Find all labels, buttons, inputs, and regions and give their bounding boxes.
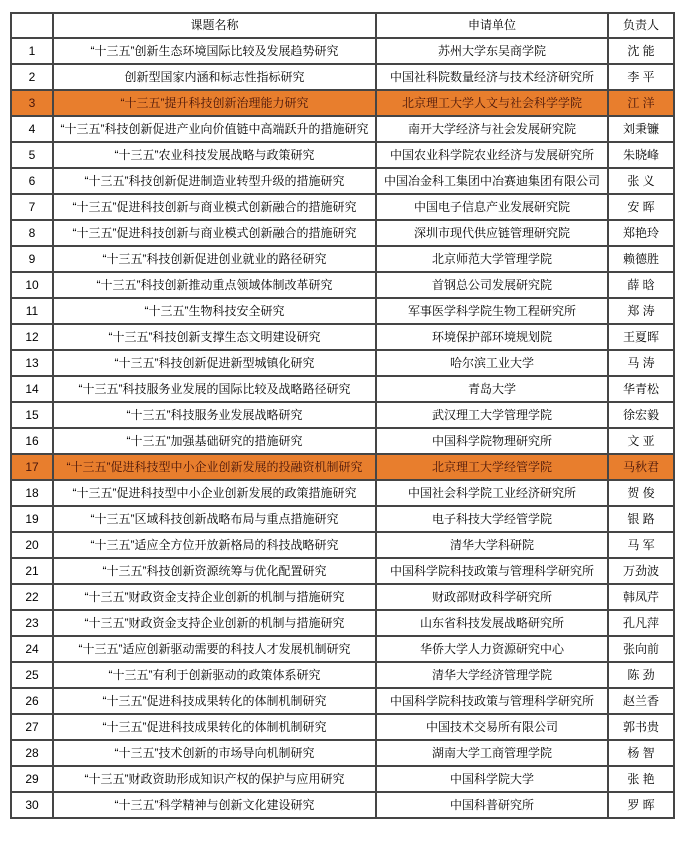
row-topic: “十三五”科技创新资源统筹与优化配置研究 [53,558,376,584]
row-topic: “十三五”加强基础研究的措施研究 [53,428,376,454]
row-topic: “十三五”科技服务业发展的国际比较及战略路径研究 [53,376,376,402]
row-unit: 中国社会科学院工业经济研究所 [376,480,608,506]
row-unit: 清华大学科研院 [376,532,608,558]
row-topic: “十三五”科技创新促进创业就业的路径研究 [53,246,376,272]
row-topic: “十三五”有利于创新驱动的政策体系研究 [53,662,376,688]
row-index: 12 [11,324,53,350]
row-person: 杨 智 [608,740,674,766]
table-row [11,428,674,454]
row-index: 29 [11,766,53,792]
row-unit: 中国科学院科技政策与管理科学研究所 [376,688,608,714]
row-index: 14 [11,376,53,402]
table-row [11,688,674,714]
row-person: 华青松 [608,376,674,402]
col-header-topic: 课题名称 [53,13,376,38]
row-index: 26 [11,688,53,714]
table-row [11,116,674,142]
table-body [11,38,674,818]
row-unit: 中国科学院大学 [376,766,608,792]
table-row [11,740,674,766]
row-topic: “十三五”适应全方位开放新格局的科技战略研究 [53,532,376,558]
row-topic: “十三五”促进科技成果转化的体制机制研究 [53,688,376,714]
row-unit: 山东省科技发展战略研究所 [376,610,608,636]
row-unit: 苏州大学东吴商学院 [376,38,608,64]
col-header-index [11,13,53,38]
table-row [11,662,674,688]
table-row [11,480,674,506]
row-index: 24 [11,636,53,662]
row-unit: 财政部财政科学研究所 [376,584,608,610]
row-index: 13 [11,350,53,376]
table-row [11,610,674,636]
row-index: 3 [11,90,53,116]
row-person: 马 军 [608,532,674,558]
row-index: 1 [11,38,53,64]
table-row [11,246,674,272]
row-person: 王夏晖 [608,324,674,350]
row-index: 22 [11,584,53,610]
row-person: 徐宏毅 [608,402,674,428]
row-unit: 首钢总公司发展研究院 [376,272,608,298]
table-row [11,532,674,558]
row-index: 16 [11,428,53,454]
row-topic: “十三五”适应创新驱动需要的科技人才发展机制研究 [53,636,376,662]
row-unit: 华侨大学人力资源研究中心 [376,636,608,662]
row-topic: 创新型国家内涵和标志性指标研究 [53,64,376,90]
row-index: 6 [11,168,53,194]
row-topic: “十三五”科技创新促进新型城镇化研究 [53,350,376,376]
row-person: 张向前 [608,636,674,662]
row-topic: “十三五”促进科技型中小企业创新发展的政策措施研究 [53,480,376,506]
row-index: 19 [11,506,53,532]
row-index: 9 [11,246,53,272]
table-row [11,64,674,90]
row-unit: 中国科学院科技政策与管理科学研究所 [376,558,608,584]
row-unit: 清华大学经济管理学院 [376,662,608,688]
row-topic: “十三五”科学精神与创新文化建设研究 [53,792,376,818]
row-index: 15 [11,402,53,428]
row-person: 韩凤芹 [608,584,674,610]
row-person: 张 艳 [608,766,674,792]
row-topic: “十三五”科技服务业发展战略研究 [53,402,376,428]
row-index: 4 [11,116,53,142]
table-row [11,298,674,324]
col-header-person: 负责人 [608,13,674,38]
row-person: 沈 能 [608,38,674,64]
table-row [11,90,674,116]
row-person: 贺 俊 [608,480,674,506]
row-person: 朱晓峰 [608,142,674,168]
row-topic: “十三五”区域科技创新战略布局与重点措施研究 [53,506,376,532]
row-person: 刘秉镰 [608,116,674,142]
row-unit: 武汉理工大学管理学院 [376,402,608,428]
row-topic: “十三五”科技创新促进产业向价值链中高端跃升的措施研究 [53,116,376,142]
row-person: 张 义 [608,168,674,194]
row-unit: 中国技术交易所有限公司 [376,714,608,740]
row-person: 万劲波 [608,558,674,584]
row-person: 文 亚 [608,428,674,454]
row-unit: 北京师范大学管理学院 [376,246,608,272]
row-index: 7 [11,194,53,220]
row-index: 11 [11,298,53,324]
row-unit: 环境保护部环境规划院 [376,324,608,350]
table-row [11,584,674,610]
row-unit: 青岛大学 [376,376,608,402]
row-index: 17 [11,454,53,480]
row-person: 马 涛 [608,350,674,376]
row-topic: “十三五”创新生态环境国际比较及发展趋势研究 [53,38,376,64]
row-person: 郭书贵 [608,714,674,740]
row-person: 江 洋 [608,90,674,116]
row-topic: “十三五”促进科技创新与商业模式创新融合的措施研究 [53,220,376,246]
row-unit: 深圳市现代供应链管理研究院 [376,220,608,246]
row-topic: “十三五”生物科技安全研究 [53,298,376,324]
row-index: 10 [11,272,53,298]
table-row [11,324,674,350]
row-index: 30 [11,792,53,818]
col-header-unit: 申请单位 [376,13,608,38]
table-row [11,142,674,168]
row-unit: 南开大学经济与社会发展研究院 [376,116,608,142]
row-index: 23 [11,610,53,636]
row-topic: “十三五”科技创新支撑生态文明建设研究 [53,324,376,350]
table-row [11,272,674,298]
research-projects-table-container [10,12,673,819]
research-projects-table [10,12,675,819]
table-row [11,792,674,818]
row-index: 2 [11,64,53,90]
row-person: 孔凡萍 [608,610,674,636]
row-index: 21 [11,558,53,584]
row-unit: 中国社科院数量经济与技术经济研究所 [376,64,608,90]
row-unit: 湖南大学工商管理学院 [376,740,608,766]
row-topic: “十三五”促进科技成果转化的体制机制研究 [53,714,376,740]
table-row [11,194,674,220]
row-topic: “十三五”提升科技创新治理能力研究 [53,90,376,116]
row-person: 陈 劲 [608,662,674,688]
table-row [11,402,674,428]
row-topic: “十三五”科技创新推动重点领域体制改革研究 [53,272,376,298]
row-unit: 中国电子信息产业发展研究院 [376,194,608,220]
row-person: 安 晖 [608,194,674,220]
table-row [11,38,674,64]
table-row [11,558,674,584]
table-row [11,220,674,246]
table-row [11,636,674,662]
row-unit: 军事医学科学院生物工程研究所 [376,298,608,324]
row-index: 18 [11,480,53,506]
row-unit: 中国科普研究所 [376,792,608,818]
table-row [11,376,674,402]
row-index: 27 [11,714,53,740]
header-row [11,13,674,38]
row-unit: 电子科技大学经管学院 [376,506,608,532]
row-topic: “十三五”促进科技创新与商业模式创新融合的措施研究 [53,194,376,220]
row-person: 郑 涛 [608,298,674,324]
row-unit: 中国农业科学院农业经济与发展研究所 [376,142,608,168]
row-unit: 北京理工大学经管学院 [376,454,608,480]
row-index: 28 [11,740,53,766]
row-index: 5 [11,142,53,168]
table-row [11,766,674,792]
row-person: 李 平 [608,64,674,90]
row-person: 郑艳玲 [608,220,674,246]
row-topic: “十三五”农业科技发展战略与政策研究 [53,142,376,168]
row-index: 8 [11,220,53,246]
row-topic: “十三五”财政资助形成知识产权的保护与应用研究 [53,766,376,792]
row-topic: “十三五”促进科技型中小企业创新发展的投融资机制研究 [53,454,376,480]
row-unit: 中国冶金科工集团中冶赛迪集团有限公司 [376,168,608,194]
row-topic: “十三五”科技创新促进制造业转型升级的措施研究 [53,168,376,194]
table-row [11,168,674,194]
row-person: 赵兰香 [608,688,674,714]
row-person: 马秋君 [608,454,674,480]
row-index: 25 [11,662,53,688]
row-unit: 北京理工大学人文与社会科学学院 [376,90,608,116]
row-unit: 中国科学院物理研究所 [376,428,608,454]
row-person: 银 路 [608,506,674,532]
table-row [11,506,674,532]
row-person: 罗 晖 [608,792,674,818]
row-topic: “十三五”财政资金支持企业创新的机制与措施研究 [53,584,376,610]
row-topic: “十三五”财政资金支持企业创新的机制与措施研究 [53,610,376,636]
table-row [11,350,674,376]
table-row [11,454,674,480]
row-index: 20 [11,532,53,558]
table-row [11,714,674,740]
row-unit: 哈尔滨工业大学 [376,350,608,376]
row-person: 赖德胜 [608,246,674,272]
row-person: 薛 晗 [608,272,674,298]
row-topic: “十三五”技术创新的市场导向机制研究 [53,740,376,766]
